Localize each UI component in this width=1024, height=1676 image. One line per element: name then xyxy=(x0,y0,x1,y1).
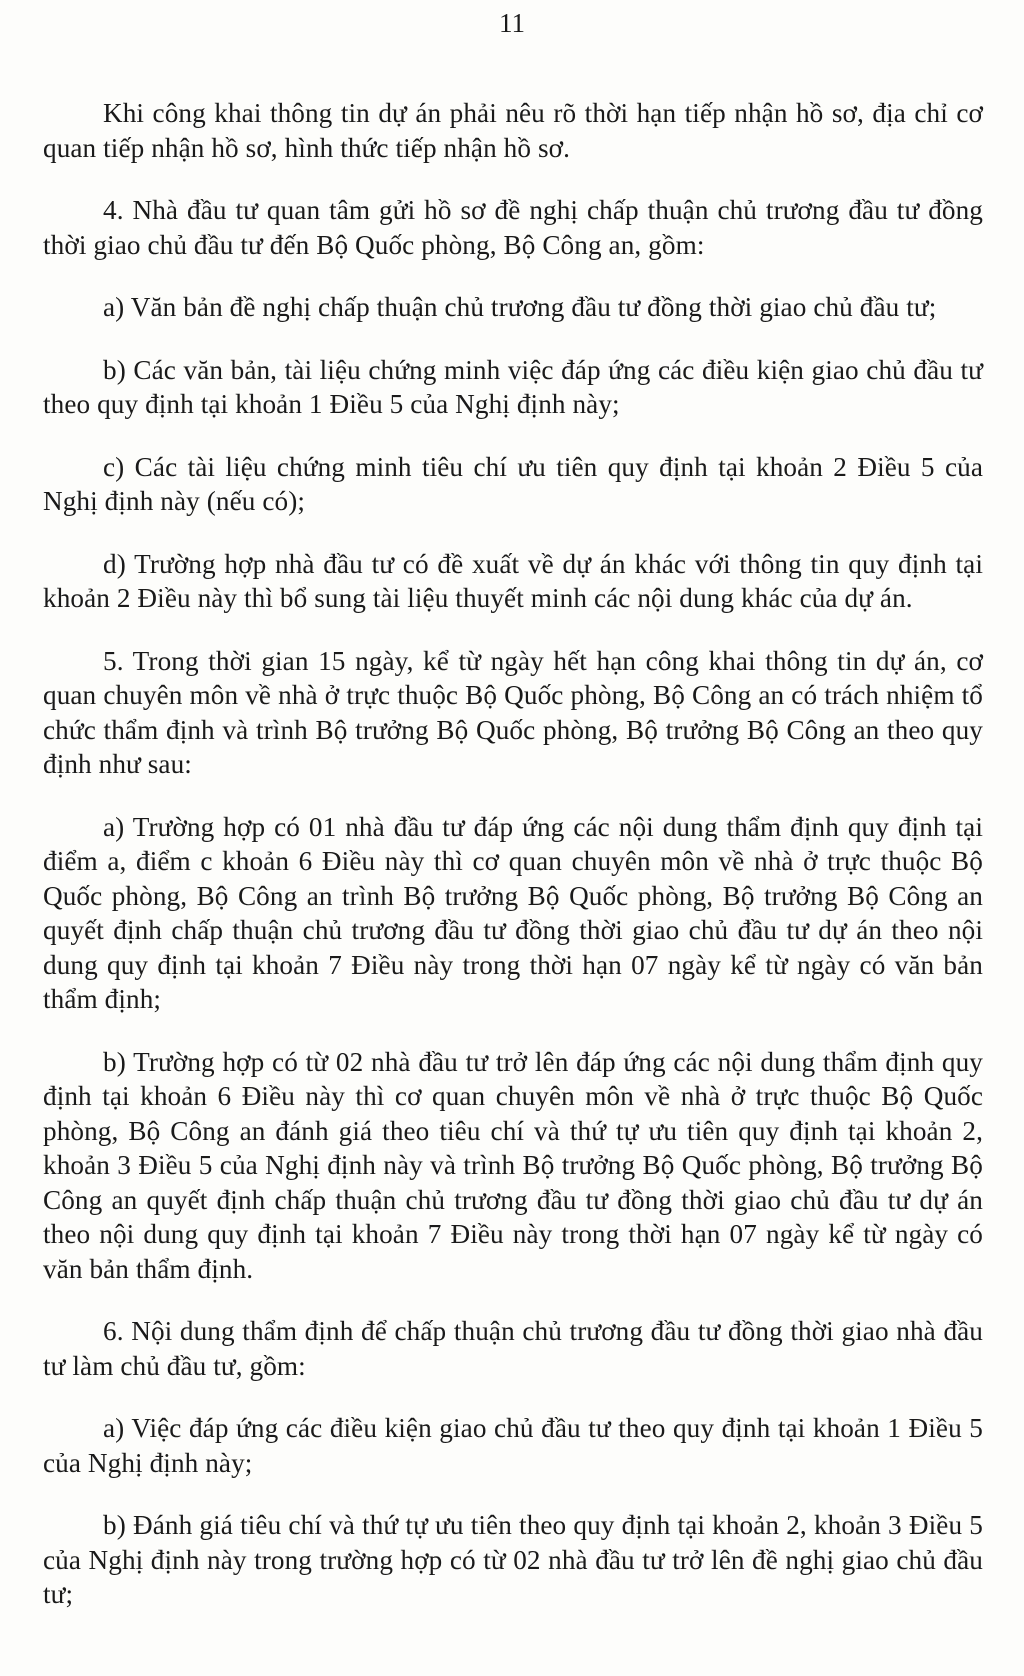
paragraph-clause-6a: a) Việc đáp ứng các điều kiện giao chủ đầu tư theo quy định tại khoản 1 Điều 5 của Nghị định này; xyxy=(43,1413,983,1478)
paragraph-clause-6b: b) Đánh giá tiêu chí và thứ tự ưu tiên theo quy định tại khoản 2, khoản 3 Điều 5 của Nghị định này trong trường hợp có từ 02 nhà đầu tư trở lên đề nghị giao chủ đầu tư; xyxy=(43,1510,983,1609)
paragraph-clause-4c: c) Các tài liệu chứng minh tiêu chí ưu tiên quy định tại khoản 2 Điều 5 của Nghị định này (nếu có); xyxy=(43,451,983,516)
paragraph-clause-5b: b) Trường hợp có từ 02 nhà đầu tư trở lên đáp ứng các nội dung thẩm định quy định tại khoản 6 Điều này thì cơ quan chuyên môn về nhà ở trực thuộc Bộ Quốc phòng, Bộ Công an đánh giá theo tiêu chí và thứ tự ưu tiên quy định tại khoản 2, khoản 3 Điều 5 của Nghị định này và trình Bộ trưởng Bộ Quốc phòng, Bộ trưởng Bộ Công an quyết định chấp thuận chủ trương đầu tư đồng thời giao chủ đầu tư dự án theo nội dung quy định tại khoản 7 Điều này trong thời hạn 07 ngày kể từ ngày có văn bản thẩm định. xyxy=(43,1046,983,1284)
page-number: 11 xyxy=(499,8,525,38)
document-body xyxy=(43,96,983,1640)
paragraph-clause-5a: a) Trường hợp có 01 nhà đầu tư đáp ứng các nội dung thẩm định quy định tại điểm a, điểm c khoản 6 Điều này thì cơ quan chuyên môn về nhà ở trực thuộc Bộ Quốc phòng, Bộ Công an trình Bộ trưởng Bộ Quốc phòng, Bộ trưởng Bộ Công an quyết định chấp thuận chủ trương đầu tư đồng thời giao chủ đầu tư dự án theo nội dung quy định tại khoản 7 Điều này trong thời hạn 07 ngày kể từ ngày có văn bản thẩm định; xyxy=(43,811,983,1014)
paragraph-clause-4a: a) Văn bản đề nghị chấp thuận chủ trương đầu tư đồng thời giao chủ đầu tư; xyxy=(103,292,937,322)
paragraph-clause-4b: b) Các văn bản, tài liệu chứng minh việc đáp ứng các điều kiện giao chủ đầu tư theo quy định tại khoản 1 Điều 5 của Nghị định này; xyxy=(43,354,983,419)
paragraph-public-info: Khi công khai thông tin dự án phải nêu rõ thời hạn tiếp nhận hồ sơ, địa chỉ cơ quan tiếp nhận hồ sơ, hình thức tiếp nhận hồ sơ. xyxy=(43,98,983,163)
paragraph-clause-5: 5. Trong thời gian 15 ngày, kể từ ngày hết hạn công khai thông tin dự án, cơ quan chuyên môn về nhà ở trực thuộc Bộ Quốc phòng, Bộ Công an có trách nhiệm tổ chức thẩm định và trình Bộ trưởng Bộ Quốc phòng, Bộ trưởng Bộ Công an theo quy định như sau: xyxy=(43,645,983,779)
paragraph-clause-6: 6. Nội dung thẩm định để chấp thuận chủ trương đầu tư đồng thời giao nhà đầu tư làm chủ đầu tư, gồm: xyxy=(43,1316,983,1381)
paragraph-clause-4d: d) Trường hợp nhà đầu tư có đề xuất về dự án khác với thông tin quy định tại khoản 2 Điều này thì bổ sung tài liệu thuyết minh các nội dung khác của dự án. xyxy=(43,548,983,613)
paragraph-clause-4: 4. Nhà đầu tư quan tâm gửi hồ sơ đề nghị chấp thuận chủ trương đầu tư đồng thời giao chủ đầu tư đến Bộ Quốc phòng, Bộ Công an, gồm: xyxy=(43,195,983,260)
